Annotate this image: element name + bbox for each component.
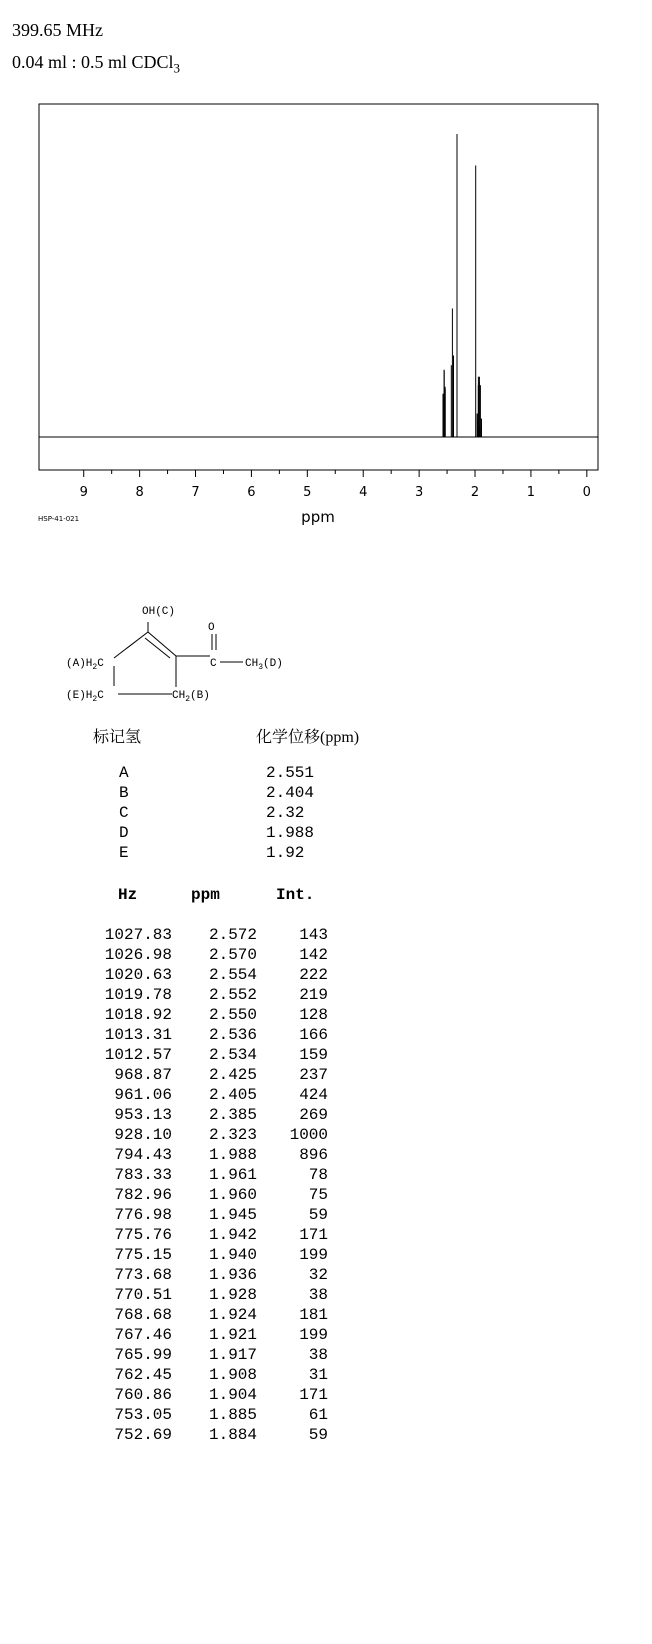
- assignment-row: [0, 784, 652, 804]
- table-row: [0, 1286, 652, 1306]
- hz-cell: 775.15: [114, 1246, 172, 1264]
- table-row: [0, 1346, 652, 1366]
- ppm-cell: 2.550: [208, 1006, 257, 1024]
- hz-cell: 961.06: [114, 1086, 172, 1104]
- hydrogen-label: A: [119, 764, 129, 782]
- hz-cell: 782.96: [114, 1186, 172, 1204]
- ppm-cell: 2.536: [208, 1026, 257, 1044]
- chemical-shift-value: 2.404: [266, 784, 315, 802]
- peak-group: [443, 134, 482, 437]
- hz-cell: 1012.57: [104, 1046, 172, 1064]
- hz-cell: 1019.78: [104, 986, 172, 1004]
- table-row: [0, 1326, 652, 1346]
- table-row: [0, 1166, 652, 1186]
- int-cell: 142: [299, 946, 328, 964]
- chemical-shift-value: 2.32: [266, 804, 305, 822]
- ppm-cell: 2.425: [208, 1066, 257, 1084]
- x-tick-label: 2: [470, 485, 480, 500]
- hz-cell: 1020.63: [104, 966, 172, 984]
- int-cell: 59: [308, 1206, 328, 1224]
- ch2-e-suffix: C: [97, 690, 104, 702]
- table-row: [0, 1066, 652, 1086]
- table-row: [0, 1426, 652, 1446]
- plot-frame: [39, 104, 598, 470]
- hydrogen-label: C: [119, 804, 129, 822]
- ppm-cell: 2.323: [208, 1126, 257, 1144]
- hz-cell: 794.43: [114, 1146, 172, 1164]
- hz-cell: 775.76: [114, 1226, 172, 1244]
- table-row: [0, 1006, 652, 1026]
- carbonyl-carbon-label: C: [210, 658, 217, 670]
- hz-header: Hz: [118, 886, 138, 904]
- ppm-cell: 2.570: [208, 946, 257, 964]
- ppm-cell: 1.917: [208, 1346, 257, 1364]
- chemical-shift-value: 1.92: [266, 844, 305, 862]
- table-row: [0, 1026, 652, 1046]
- ch2-e-label: [66, 690, 104, 704]
- ppm-cell: 1.945: [208, 1206, 257, 1224]
- int-cell: 199: [299, 1326, 328, 1344]
- chemical-shift-value: 1.988: [266, 824, 315, 842]
- int-cell: 424: [299, 1086, 328, 1104]
- ppm-header: ppm: [191, 886, 220, 904]
- ch2-a-text: (A)H: [66, 658, 93, 670]
- int-cell: 32: [308, 1266, 328, 1284]
- ppm-cell: 1.908: [208, 1366, 257, 1384]
- int-cell: 128: [299, 1006, 328, 1024]
- ppm-cell: 1.904: [208, 1386, 257, 1404]
- ppm-cell: 1.924: [208, 1306, 257, 1324]
- assignment-row: [0, 824, 652, 844]
- hz-cell: 776.98: [114, 1206, 172, 1224]
- table-row: [0, 946, 652, 966]
- hz-cell: 765.99: [114, 1346, 172, 1364]
- table-row: [0, 1126, 652, 1146]
- ch3-text: CH: [245, 658, 259, 670]
- ppm-cell: 1.942: [208, 1226, 257, 1244]
- ch2-b-suffix: (B): [190, 690, 210, 702]
- table-row: [0, 1406, 652, 1426]
- ppm-cell: 2.554: [208, 966, 257, 984]
- int-cell: 59: [308, 1426, 328, 1444]
- table-row: [0, 966, 652, 986]
- int-cell: 171: [299, 1226, 328, 1244]
- spectrum-code: HSP-41-021: [38, 515, 80, 523]
- table-row: [0, 1306, 652, 1326]
- x-tick-label: 9: [79, 485, 88, 500]
- ppm-cell: 2.534: [208, 1046, 257, 1064]
- hz-cell: 783.33: [114, 1166, 172, 1184]
- hz-cell: 928.10: [114, 1126, 172, 1144]
- peak-table-header: [0, 886, 652, 908]
- ch2-a-subscript: 2: [92, 663, 98, 672]
- ppm-cell: 1.936: [208, 1266, 257, 1284]
- int-cell: 61: [308, 1406, 328, 1424]
- hz-cell: 953.13: [114, 1106, 172, 1124]
- hz-cell: 770.51: [114, 1286, 172, 1304]
- table-row: [0, 1146, 652, 1166]
- int-cell: 75: [308, 1186, 328, 1204]
- assignment-row: [0, 764, 652, 784]
- int-cell: 896: [299, 1146, 328, 1164]
- hydrogen-label: B: [119, 784, 129, 802]
- table-row: [0, 1226, 652, 1246]
- x-tick-label: 5: [303, 485, 312, 500]
- x-tick-label: 7: [191, 485, 200, 500]
- ppm-cell: 2.552: [208, 986, 257, 1004]
- ch2-a-label: [66, 658, 104, 672]
- int-cell: 38: [308, 1346, 328, 1364]
- ppm-cell: 1.961: [208, 1166, 257, 1184]
- hz-cell: 760.86: [114, 1386, 172, 1404]
- x-axis-label: ppm: [301, 508, 335, 526]
- x-tick-label: 1: [526, 485, 536, 500]
- ch2-a-suffix: C: [97, 658, 104, 670]
- hz-cell: 1027.83: [104, 926, 172, 944]
- oh-label: OH(C): [142, 606, 176, 618]
- int-header: Int.: [276, 886, 315, 904]
- ppm-cell: 2.385: [208, 1106, 257, 1124]
- x-tick-label: 8: [135, 485, 144, 500]
- table-row: [0, 1366, 652, 1386]
- ch2-b-text: CH: [172, 690, 186, 702]
- x-tick-label: 6: [247, 485, 256, 500]
- table-row: [0, 986, 652, 1006]
- ppm-cell: 2.405: [208, 1086, 257, 1104]
- bond-c1-ca: [114, 632, 148, 658]
- hz-cell: 773.68: [114, 1266, 172, 1284]
- int-cell: 181: [299, 1306, 328, 1324]
- ch2-e-text: (E)H: [66, 690, 93, 702]
- hz-cell: 767.46: [114, 1326, 172, 1344]
- ch3-label: [245, 658, 283, 672]
- ppm-cell: 2.572: [208, 926, 257, 944]
- spectrometer-frequency: 399.65 MHz: [12, 20, 103, 40]
- label-column-header: 标记氢: [93, 729, 142, 746]
- hz-cell: 753.05: [114, 1406, 172, 1424]
- ch2-b-label: [172, 690, 210, 704]
- hz-cell: 762.45: [114, 1366, 172, 1384]
- int-cell: 171: [299, 1386, 328, 1404]
- ch2-e-subscript: 2: [92, 695, 98, 704]
- int-cell: 222: [299, 966, 328, 984]
- assignment-header: [0, 724, 652, 748]
- int-cell: 219: [299, 986, 328, 1004]
- ch2-b-subscript: 2: [185, 695, 191, 704]
- x-tick-label: 3: [414, 485, 424, 500]
- carbonyl-oxygen-label: O: [208, 622, 215, 634]
- assignment-row: [0, 804, 652, 824]
- assignment-row: [0, 844, 652, 864]
- int-cell: 237: [299, 1066, 328, 1084]
- hz-cell: 968.87: [114, 1066, 172, 1084]
- ppm-cell: 1.928: [208, 1286, 257, 1304]
- concentration-text: 0.04 ml : 0.5 ml CDCl: [12, 52, 174, 72]
- hydrogen-label: D: [119, 824, 129, 842]
- table-row: [0, 1186, 652, 1206]
- hz-cell: 768.68: [114, 1306, 172, 1324]
- int-cell: 78: [308, 1166, 328, 1184]
- assignment-table: [0, 764, 652, 864]
- table-row: [0, 1266, 652, 1286]
- int-cell: 199: [299, 1246, 328, 1264]
- shift-column-header: 化学位移(ppm): [256, 729, 360, 746]
- tick-group: [80, 470, 591, 500]
- x-tick-label: 4: [359, 485, 368, 500]
- nmr-spectrum-chart: [0, 0, 652, 560]
- ch3-subscript: 3: [258, 663, 264, 672]
- ppm-cell: 1.940: [208, 1246, 257, 1264]
- table-row: [0, 1246, 652, 1266]
- molecule-structure: [60, 600, 380, 710]
- table-row: [0, 1086, 652, 1106]
- ppm-cell: 1.988: [208, 1146, 257, 1164]
- peak-table: [0, 926, 652, 1446]
- chemical-shift-value: 2.551: [266, 764, 315, 782]
- int-cell: 31: [308, 1366, 328, 1384]
- int-cell: 143: [299, 926, 328, 944]
- int-cell: 166: [299, 1026, 328, 1044]
- x-tick-label: 0: [582, 485, 591, 500]
- int-cell: 159: [299, 1046, 328, 1064]
- int-cell: 1000: [289, 1126, 328, 1144]
- ppm-cell: 1.921: [208, 1326, 257, 1344]
- table-row: [0, 1046, 652, 1066]
- concentration-subscript: 3: [173, 60, 181, 76]
- hz-cell: 1018.92: [104, 1006, 172, 1024]
- int-cell: 38: [308, 1286, 328, 1304]
- ppm-cell: 1.885: [208, 1406, 257, 1424]
- ppm-cell: 1.884: [208, 1426, 257, 1444]
- hz-cell: 1026.98: [104, 946, 172, 964]
- table-row: [0, 1206, 652, 1226]
- ppm-cell: 1.960: [208, 1186, 257, 1204]
- hz-cell: 1013.31: [104, 1026, 172, 1044]
- ch3-suffix: (D): [263, 658, 283, 670]
- hydrogen-label: E: [119, 844, 129, 862]
- hz-cell: 752.69: [114, 1426, 172, 1444]
- table-row: [0, 926, 652, 946]
- table-row: [0, 1386, 652, 1406]
- table-row: [0, 1106, 652, 1126]
- int-cell: 269: [299, 1106, 328, 1124]
